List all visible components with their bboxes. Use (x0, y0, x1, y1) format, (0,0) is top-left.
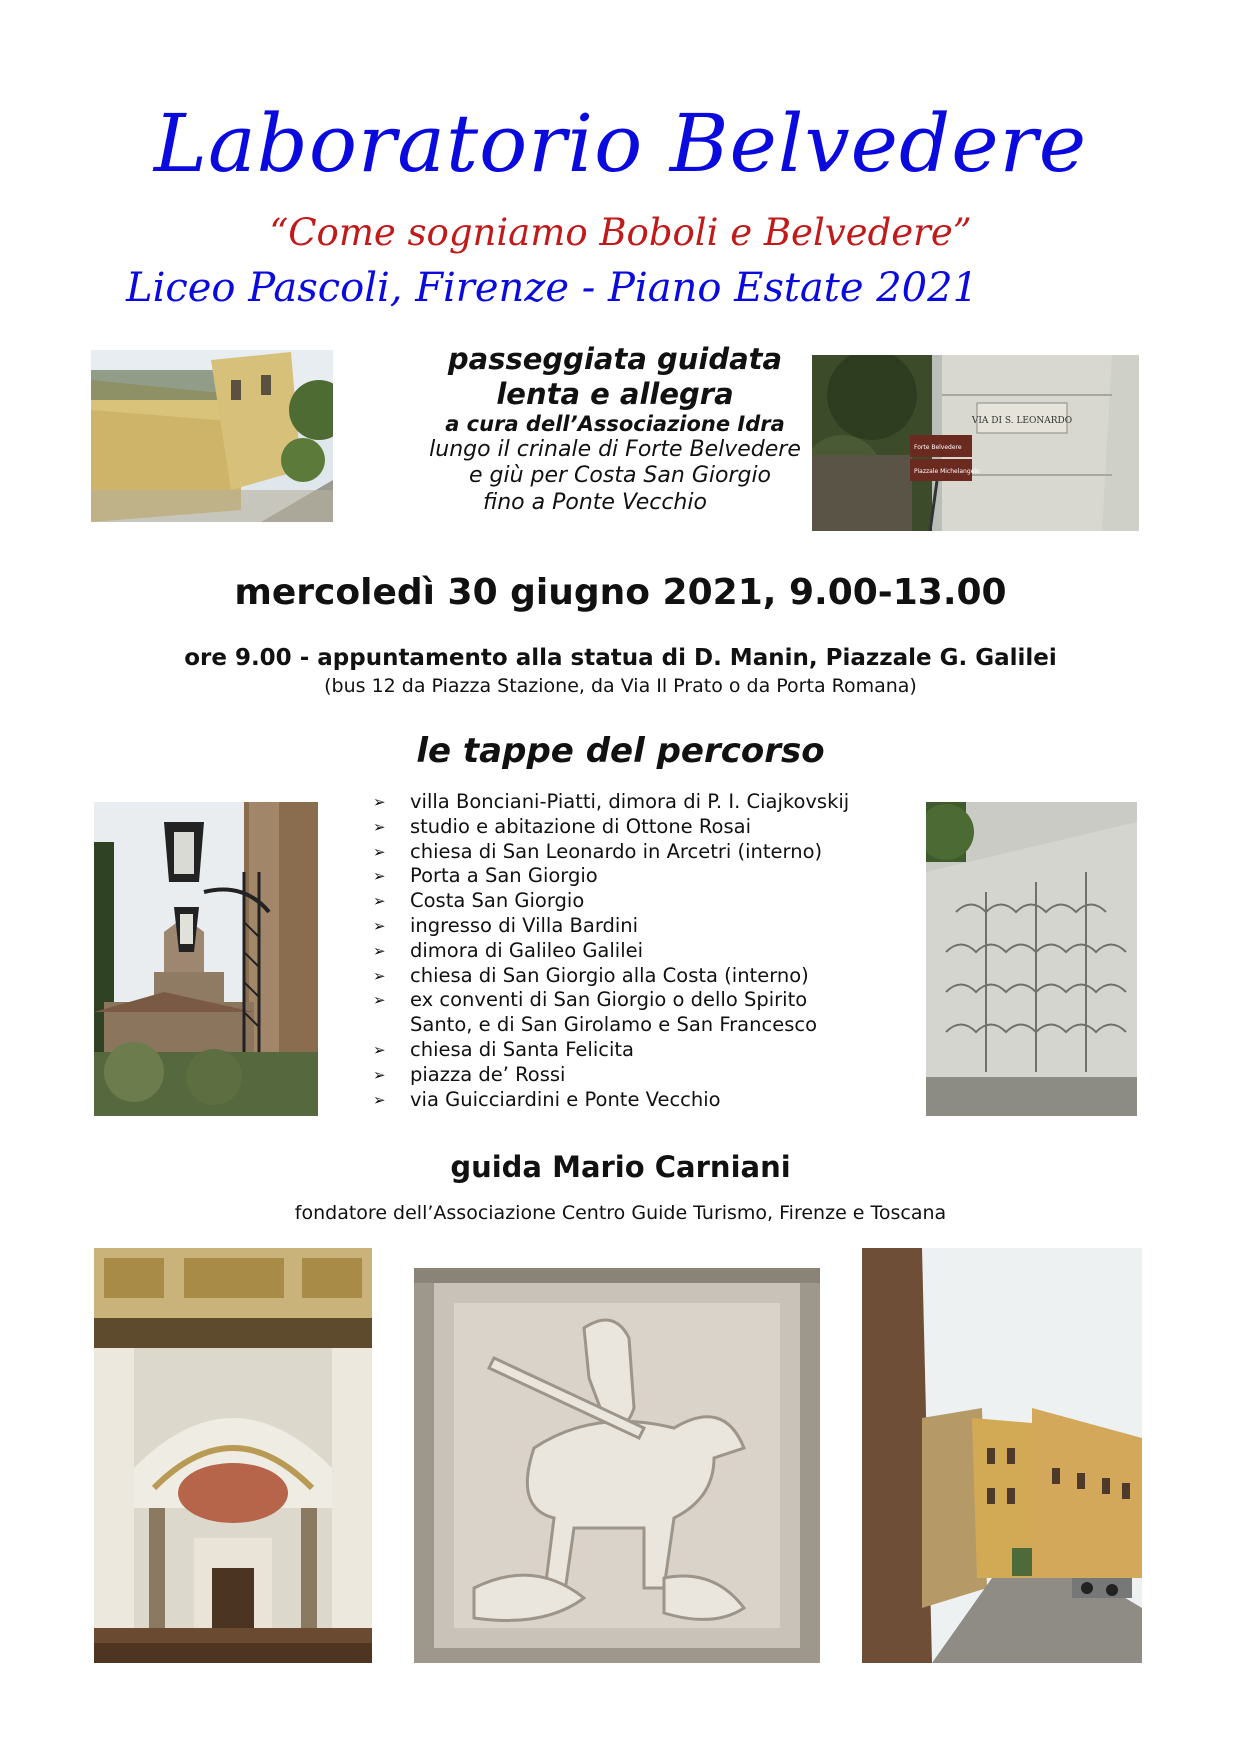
arrow-bullet-icon: ➢ (373, 916, 386, 935)
walk-organizer: a cura dell’Associazione Idra (445, 411, 785, 436)
stage-item-continued (373, 1013, 913, 1038)
walk-line-4: lungo il crinale di Forte Belvedere (429, 436, 801, 462)
walk-line-1: passeggiata guidata (447, 342, 783, 376)
photo-villa-wall (91, 350, 333, 522)
stage-label: via Guicciardini e Ponte Vecchio (410, 1087, 721, 1111)
arrow-bullet-icon: ➢ (373, 966, 386, 985)
stage-item (373, 939, 913, 964)
stage-label: villa Bonciani-Piatti, dimora di P. I. Ciajkovskij (410, 790, 850, 813)
photo-lantern-church (94, 802, 318, 1116)
arrow-bullet-icon: ➢ (373, 941, 386, 960)
stage-label: ingresso di Villa Bardini (410, 913, 639, 937)
guide-role: fondatore dell’Associazione Centro Guide Turismo, Firenze e Toscana (294, 1202, 947, 1224)
poster-title: Laboratorio Belvedere (153, 97, 1088, 190)
stage-label: chiesa di San Giorgio alla Costa (interno) (410, 963, 809, 987)
arrow-bullet-icon: ➢ (373, 892, 386, 911)
photo-street-sign (812, 355, 1139, 531)
stage-label: Porta a San Giorgio (410, 864, 598, 888)
arrow-bullet-icon: ➢ (373, 867, 386, 886)
stage-label: piazza de’ Rossi (410, 1062, 566, 1086)
stage-label: Santo, e di San Girolamo e San Francesco (410, 1013, 818, 1037)
arrow-bullet-icon: ➢ (373, 1090, 386, 1109)
event-date: mercoledì 30 giugno 2021, 9.00-13.00 (234, 572, 1007, 613)
stage-label: studio e abitazione di Ottone Rosai (410, 814, 752, 838)
stage-item (373, 864, 913, 889)
event-meeting: ore 9.00 - appuntamento alla statua di D. Manin, Piazzale G. Galilei (184, 645, 1057, 671)
arrow-bullet-icon: ➢ (373, 817, 386, 836)
stages-heading: le tappe del percorso (416, 731, 825, 771)
walk-line-6: fino a Ponte Vecchio (483, 489, 707, 515)
stage-item (373, 1063, 913, 1088)
event-bus-info: (bus 12 da Piazza Stazione, da Via Il Prato o da Porta Romana) (324, 675, 917, 697)
stages-list (373, 790, 913, 1112)
stage-item (373, 964, 913, 989)
plaque-text: VIA DI S. LEONARDO (971, 416, 1073, 426)
sign-text-2: Piazzale Michelangelo (914, 468, 980, 475)
photo-stone-relief (414, 1268, 820, 1663)
photo-graffito-wall (926, 802, 1137, 1116)
stage-label: ex conventi di San Giorgio o dello Spirito (410, 988, 808, 1012)
photo-church-interior (94, 1248, 372, 1663)
sign-text-1: Forte Belvedere (914, 444, 962, 451)
arrow-bullet-icon: ➢ (373, 793, 386, 811)
walk-description (350, 342, 880, 516)
guide-name: guida Mario Carniani (450, 1150, 791, 1184)
stage-label: chiesa di San Leonardo in Arcetri (interno) (410, 839, 823, 863)
poster-subtitle-quote: “Come sogniamo Boboli e Belvedere” (269, 211, 972, 254)
stage-item (373, 1088, 913, 1113)
stage-item (373, 840, 913, 865)
walk-line-5: e giù per Costa San Giorgio (468, 463, 772, 489)
arrow-bullet-icon: ➢ (373, 1040, 386, 1059)
stage-item (373, 988, 913, 1013)
arrow-bullet-icon: ➢ (373, 842, 386, 861)
poster-subtitle-school: Liceo Pascoli, Firenze - Piano Estate 2021 (126, 265, 979, 311)
stage-label: Costa San Giorgio (410, 889, 585, 913)
stage-item (373, 1038, 913, 1063)
stage-item (373, 889, 913, 914)
photo-narrow-street (862, 1248, 1142, 1663)
stage-item (373, 815, 913, 840)
arrow-bullet-icon: ➢ (373, 1065, 386, 1084)
walk-line-2: lenta e allegra (496, 376, 734, 411)
stage-item (373, 790, 913, 815)
stage-label: chiesa di Santa Felicita (410, 1037, 634, 1061)
stage-label: dimora di Galileo Galilei (410, 938, 644, 962)
stage-item (373, 914, 913, 939)
arrow-bullet-icon: ➢ (373, 991, 386, 1010)
